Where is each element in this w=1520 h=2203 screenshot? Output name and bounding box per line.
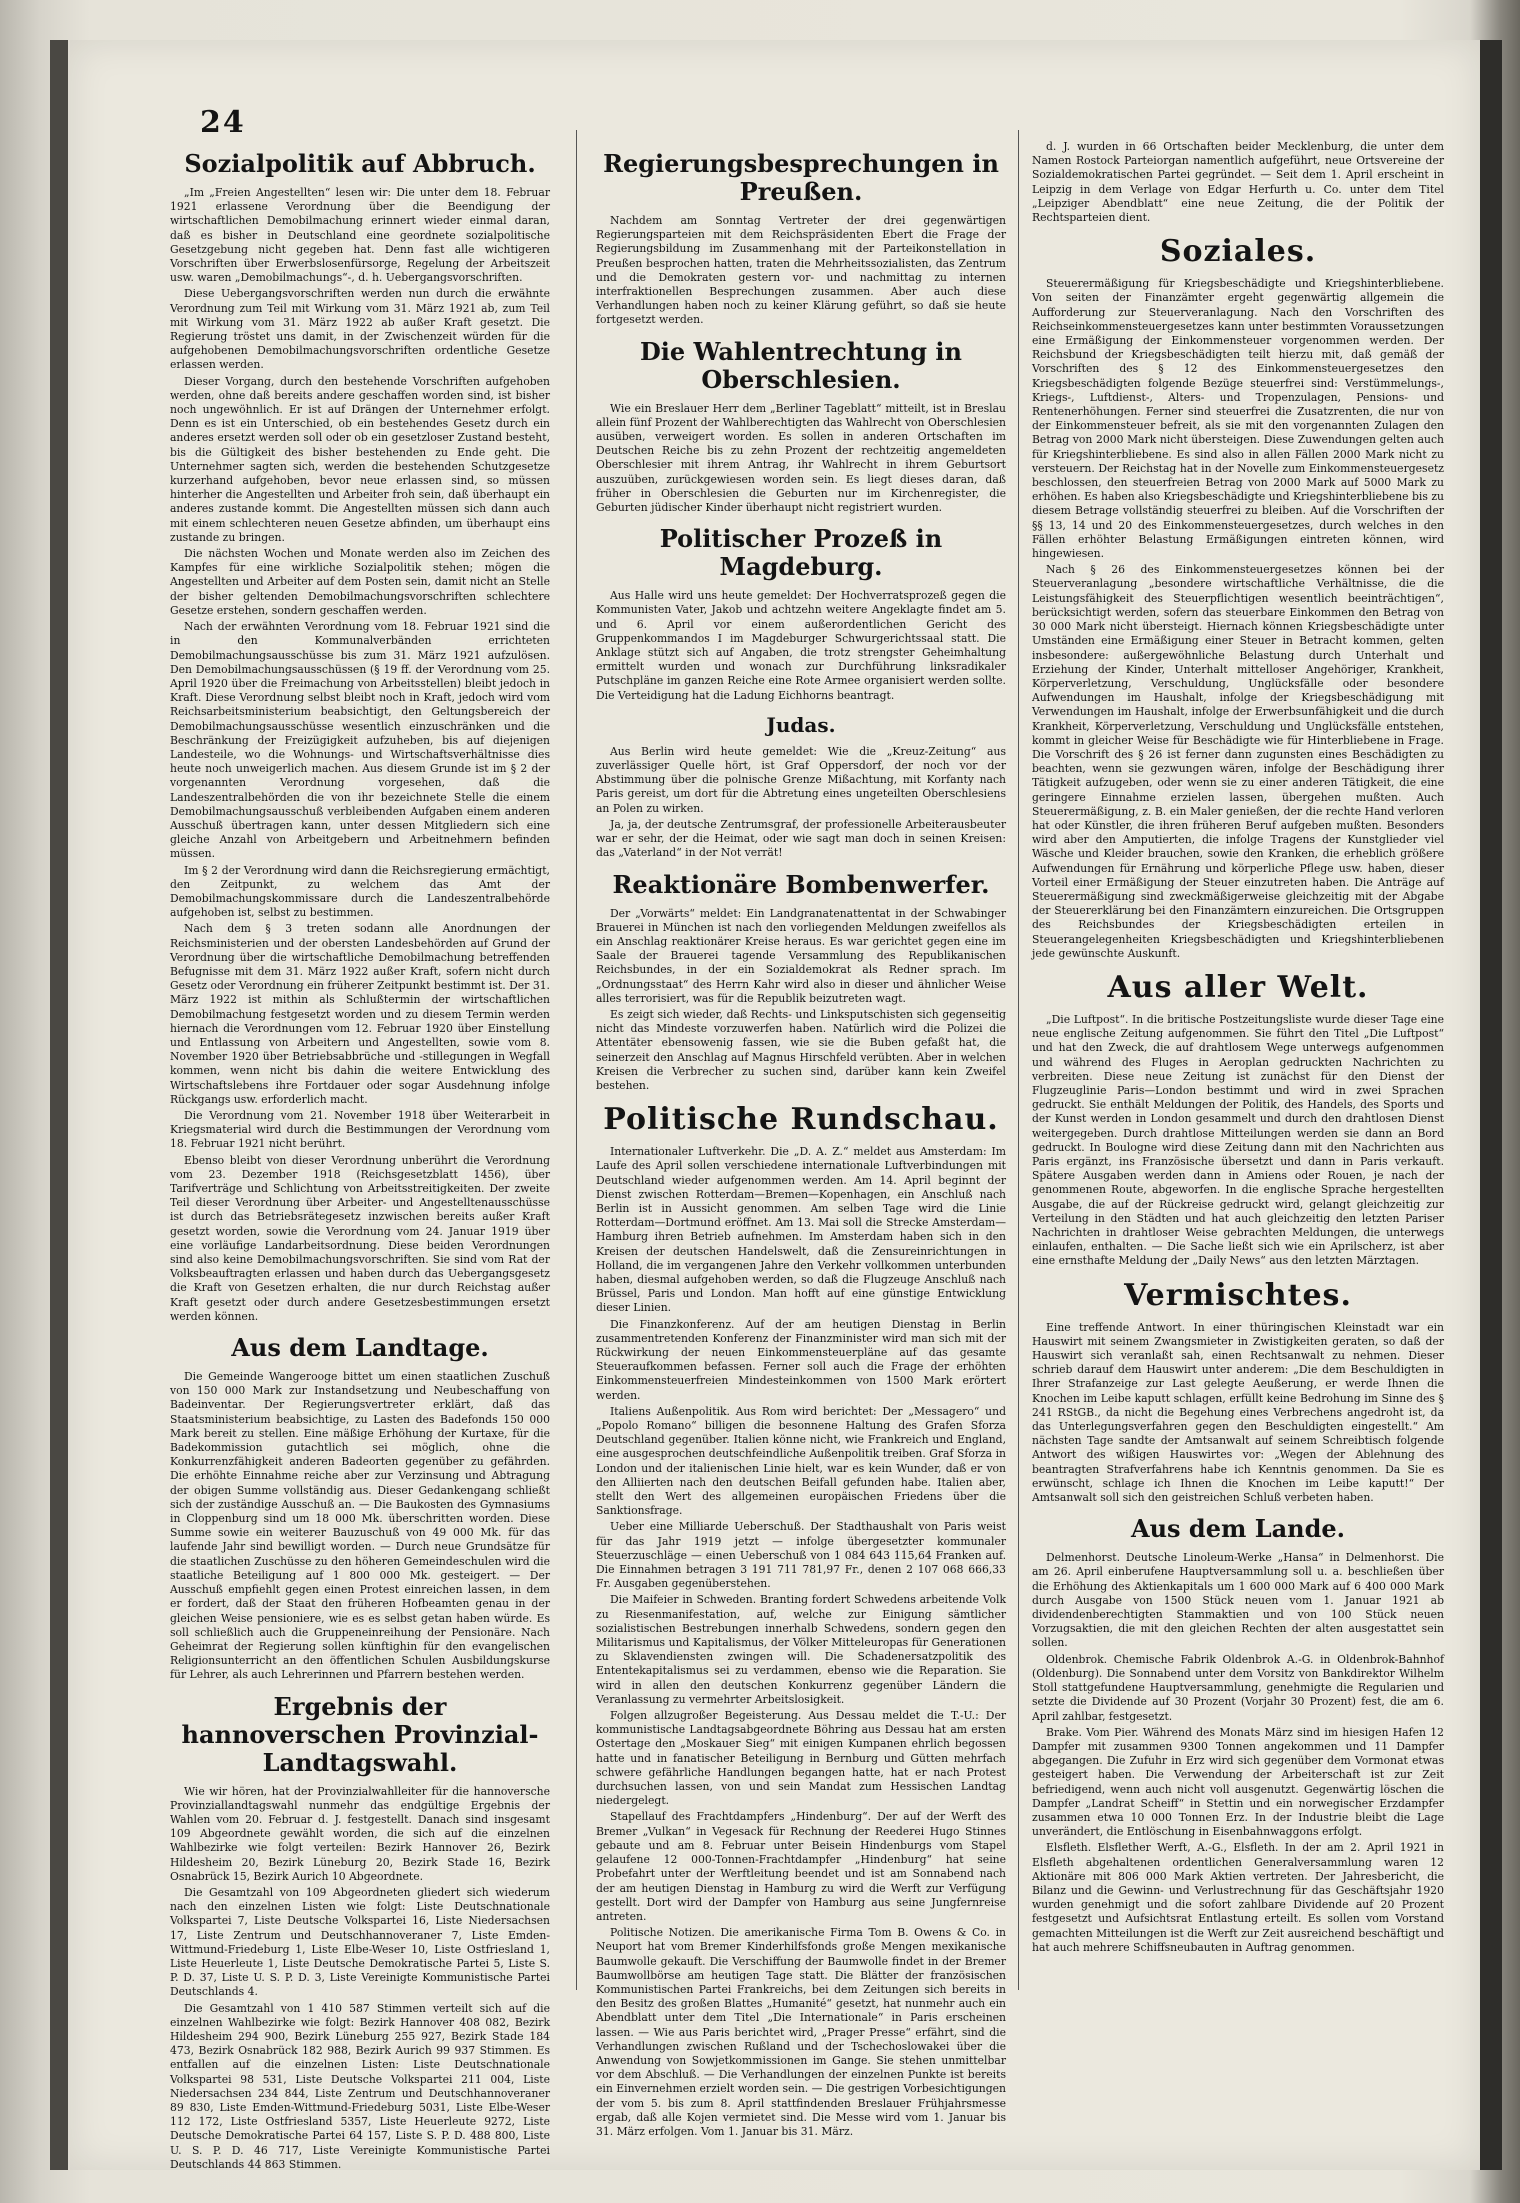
paragraph: Die Gesamtzahl von 109 Abgeordneten gliedert sich wiederum nach den einzelnen Listen wie folgt: Liste Deutschnationale Volkspartei 7, Liste Deutsche Volkspartei 16, Liste Niedersachsen 17, Liste Zentrum und Deutschhannoveraner 7, Liste Emden-Wittmund-Friedeburg 1, Liste Elbe-Weser 10, Liste Ostfriesland 1, Liste Heuerleute 1, Liste Deutsche Demokratische Partei 5, Liste S. P. D. 37, Liste U. S. P. D. 3, Liste Vereinigte Kommunistische Partei Deutschlands 4. — [170, 1885, 550, 1999]
paragraph: Brake. Vom Pier. Während des Monats März sind im hiesigen Hafen 12 Dampfer mit zusammen 9300 Tonnen angekommen und 11 Dampfer abgegangen. Die Zufuhr in Erz wird sich gegenüber dem Vormonat etwas gesteigert haben. Die Verwendung der Arbeiterschaft ist zur Zeit befriedigend, wenn auch nicht voll ausgenutzt. Gegenwärtig löschen die Dampfer „Landrat Scheiff“ in Stettin und ein norwegischer Erzdampfer zusammen etwa 10 000 Tonnen Erz. In der Industrie bleibt die Lage unverändert, die Entlöschung in Eisenbahnwaggons erfolgt. — [1032, 1725, 1444, 1839]
column-rule-left — [576, 130, 577, 1990]
headline-landtage: Aus dem Landtage. — [231, 1333, 489, 1363]
paragraph: Nach der erwähnten Verordnung vom 18. Februar 1921 sind die in den Kommunalverbänden errichteten Demobilmachungsausschüsse bis zum 31. März 1921 aufzulösen. Den Demobilmachungsausschüssen (§ 19 ff. der Verordnung vom 25. April 1920 über die Freimachung von Arbeitsstellen) bleibt jedoch in Kraft. Diese Verordnung selbst bleibt noch in Kraft, jedoch wird vom Reichsarbeitsministerium beabsichtigt, den Geltungsbereich der Demobilmachungsausschüsse wesentlich einzuschränken und die Beschränkung der Freizügigkeit aufzuheben, bis auf diejenigen Landesteile, wo die Wohnungs- und Wirtschaftsverhältnisse dies heute noch unweigerlich machen. Aus diesem Grunde ist im § 2 der vorgenannten Verordnung vorgesehen, daß die Landeszentralbehörden die von ihr bezeichnete Stelle die einem Demobilmachungsausschuß verbleibenden Aufgaben einem anderen Ausschuß übertragen kann, unter dessen Mitgliedern sich eine gleiche Anzahl von Arbeitgebern und Arbeitnehmern befinden müssen. — [170, 620, 550, 861]
paragraph: Ueber eine Milliarde Ueberschuß. Der Stadthaushalt von Paris weist für das Jahr 1919 jetzt — infolge übergesetzter kommunaler Steuerzuschläge — einen Ueberschuß von 1 084 643 115,64 Franken auf. Die Einnahmen betragen 3 191 711 781,97 Fr., denen 2 107 068 666,33 Fr. Ausgaben gegenüberstehen. — [596, 1520, 1006, 1591]
column-middle — [596, 140, 1006, 2141]
paragraph: d. J. wurden in 66 Ortschaften beider Mecklenburg, die unter dem Namen Rostock Parteiorgan namentlich aufgeführt, neue Ortsvereine der Sozialdemokratischen Partei gegründet. — Seit dem 1. April erscheint in Leipzig in dem Verlage von Edgar Herfurth u. Co. unter dem Titel „Leipziger Abendblatt“ eine neue Zeitung, die der Politik der Rechtsparteien dient. — [1032, 140, 1444, 225]
paragraph: Aus Halle wird uns heute gemeldet: Der Hochverratsprozeß gegen die Kommunisten Vater, Jakob und achtzehn weitere Angeklagte findet am 5. und 6. April vor einem außerordentlichen Gericht des Gruppenkommandos I im Magdeburger Schwurgerichtssaal statt. Die Anklage stützt sich auf Angaben, die trotz strengster Geheimhaltung ermittelt wurden und wonach zur Durchführung linksradikaler Putschpläne im ganzen Reiche eine Rote Armee organisiert werden sollte. Die Verteidigung hat die Ladung Eichhorns beantragt. — [596, 589, 1006, 702]
headline-sozialpolitik: Sozialpolitik auf Abbruch. — [184, 149, 536, 178]
paragraph: Stapellauf des Frachtdampfers „Hindenburg“. Der auf der Werft des Bremer „Vulkan“ in Vegesack für Rechnung der Reederei Hugo Stinnes gebaute und am 8. Februar unter Beisein Hindenburgs vom Stapel gelaufene 12 000-Tonnen-Frachtdampfer „Hindenburg“ hat seine Probefahrt unter der Werftleitung beendet und ist am Sonnabend nach der am heutigen Dienstag in Hamburg zu wird die Werft zur Verfügung gestellt. Dort wird der Dampfer von Hamburg aus seine Jungfernreise antreten. — [596, 1810, 1006, 1923]
binding-edge-left — [50, 40, 68, 2170]
paragraph: Internationaler Luftverkehr. Die „D. A. Z.“ meldet aus Amsterdam: Im Laufe des April sollen verschiedene internationale Luftverbindungen mit Deutschland wieder aufgenommen werden. Am 14. April beginnt der Dienst zwischen Rotterdam—Bremen—Kopenhagen, ein Anschluß nach Berlin ist in Aussicht genommen. Am selben Tage wird die Linie Rotterdam—Dortmund eröffnet. Am 13. Mai soll die Strecke Amsterdam—Hamburg ihren Betrieb aufnehmen. Im Amsterdam haben sich in den Kreisen der deutschen Handelswelt, daß die Zensureinrichtungen in Holland, die im vergangenen Jahre den Verkehr vollkommen unterbunden haben, diesmal aufgehoben werden, so daß die Flugzeuge Anschluß nach Brüssel, Paris und London. Man hofft auf eine günstige Entwicklung dieser Linien. — [596, 1145, 1006, 1315]
paragraph: Ja, ja, der deutsche Zentrumsgraf, der professionelle Arbeiterausbeuter war er sehr, der die Heimat, oder wie sagt man doch in seinen Kreisen: das „Vaterland“ in der Not verrät! — [596, 817, 1006, 860]
page-number: 24 — [200, 105, 246, 140]
headline-bombenwerfer: Reaktionäre Bombenwerfer. — [612, 869, 990, 899]
column-rule-right — [1018, 130, 1019, 1990]
paragraph: Politische Notizen. Die amerikanische Firma Tom B. Owens & Co. in Neuport hat vom Bremer Kinderhilfsfonds große Mengen mexikanische Baumwolle gekauft. Die Verschiffung der Baumwolle findet in der Bremer Baumwollbörse am heutigen Tage statt. Die Blätter der französischen Kommunistischen Partei Frankreichs, bei dem Zeitungen sich bereits in den Besitz des großen Blattes „Humanité“ gesetzt, hat nunmehr auch ein Abendblatt unter dem Titel „Die Internationale“ in Paris erscheinen lassen. — Wie aus Paris berichtet wird, „Prager Presse“ erfährt, sind die Verhandlungen zwischen Rußland und der Tschechoslowakei über die Anwendung von Sowjetkommissionen im Gange. Sie stehen unmittelbar vor dem Abschluß. — Die Verhandlungen der einzelnen Punkte ist bereits ein Einvernehmen erzielt worden sein. — Die gestrigen Vorbesichtigungen der vom 5. bis zum 8. April stattfindenden Breslauer Frühjahrsmesse ergab, daß alle Kojen vermietet sind. Die Messe wird vom 1. Januar bis 31. März erfolgen. Vom 1. Januar bis 31. März. — [596, 1926, 1006, 2138]
column-left — [170, 140, 550, 2174]
paragraph: Nach § 26 des Einkommensteuergesetzes können bei der Steuerveranlagung „besondere wirtschaftliche Verhältnisse, die die Leistungsfähigkeit des Steuerpflichtigen wesentlich beeinträchtigen“, berücksichtigt werden, sofern das steuerbare Einkommen den Betrag von 30 000 Mark nicht übersteigt. Hiernach können Kriegsbeschädigte unter Umständen eine Ermäßigung einer Steuer in Betracht kommen, gelten insbesondere: außergewöhnliche Belastung durch Unterhalt und Erziehung der Kinder, Unterhalt mittelloser Angehöriger, Krankheit, Körperverletzung, Verschuldung, Unglücksfälle oder besondere Aufwendungen im Haushalt, infolge der Kriegsbeschädigung mit Verwendungen im Haushalt, infolge der Erwerbsunfähigkeit und die durch Krankheit, Körperverletzung, Verschuldung und Unglücksfälle entstehen, kommt in gleicher Weise für Beschädigte wie für Hinterbliebene in Frage. Die Vorschrift des § 26 ist ferner dann zugunsten eines Beschädigten zu beachten, wenn sie gezwungen wären, infolge der Beschädigung ihrer Tätigkeit aufzugeben, oder wenn sie zu einer anderen Tätigkeit, die eine geringere Einnahme erzielen lassen, übergehen mußten. Auch Steuerermäßigung, z. B. ein Maler genießen, der die rechte Hand verloren hat oder Künstler, die ihren früheren Beruf aufgeben mußten. Besonders wird aber den Amputierten, die infolge Tragens der Kunstglieder viel Wäsche und Kleider brauchen, sowie den Kranken, die erheblich größere Aufwendungen für Ernährung und körperliche Pflege usw. haben, dieser Vorteil einer Ermäßigung der Steuer einzutreten haben. Die Anträge auf Steuerermäßigung sind zweckmäßigerweise gleichzeitig mit der Abgabe der Steuererklärung bei den Finanzämtern einzureichen. Die Ortsgruppen des Reichsbundes der Kriegsbeschädigten erteilen in Steuerangelegenheiten Kriegsbeschädigten und Kriegshinterbliebenen jede gewünschte Auskunft. — [1032, 563, 1444, 960]
paragraph: Es zeigt sich wieder, daß Rechts- und Linksputschisten sich gegenseitig nicht das Mindeste vorzuwerfen haben. Natürlich wird die Polizei die Attentäter ebensowenig fassen, wie sie die Buben gefaßt hat, die seinerzeit den Anschlag auf Magnus Hirschfeld verübten. Aber in welchen Kreisen die Verbrecher zu suchen sind, darüber kann kein Zweifel bestehen. — [596, 1007, 1006, 1092]
paragraph: Italiens Außenpolitik. Aus Rom wird berichtet: Der „Messagero“ und „Popolo Romano“ billigen die besonnene Haltung des Grafen Sforza Deutschland gegenüber. Italien könne nicht, wie Frankreich und England, eine ausgesprochen deutschfeindliche Außenpolitik treiben. Graf Sforza in London und der italienischen Linie hielt, war es kein Wunder, daß er von den Alliierten nach den deutschen Beifall gefunden habe. Italien aber, stellt den Wert des allgemeinen europäischen Friedens über die Sanktionsfrage. — [596, 1404, 1006, 1518]
paragraph: Elsfleth. Elsflether Werft, A.-G., Elsfleth. In der am 2. April 1921 in Elsfleth abgehaltenen ordentlichen Generalversammlung waren 12 Aktionäre mit 806 000 Mark Aktien vertreten. Der Jahresbericht, die Bilanz und die Gewinn- und Verlustrechnung für das Geschäftsjahr 1920 wurden genehmigt und die sofort zahlbare Dividende auf 20 Prozent festgesetzt und Aufsichtsrat Entlastung erteilt. Es sollen vom Vorstand gemachten Mitteilungen ist die Werft zur Zeit ausreichend beschäftigt und hat auch mehrere Schiffsneubauten in Auftrag genommen. — [1032, 1841, 1444, 1954]
paragraph: Die Gesamtzahl von 1 410 587 Stimmen verteilt sich auf die einzelnen Wahlbezirke wie folgt: Bezirk Hannover 408 082, Bezirk Hildesheim 294 900, Bezirk Lüneburg 255 927, Bezirk Stade 184 473, Bezirk Osnabrück 182 988, Bezirk Aurich 99 937 Stimmen. Es entfallen auf die einzelnen Listen: Liste Deutschnationale Volkspartei 98 531, Liste Deutsche Volkspartei 211 004, Liste Niedersachsen 234 844, Liste Zentrum und Deutschhannoveraner 89 830, Liste Emden-Wittmund-Friedeburg 5031, Liste Elbe-Weser 112 172, Liste Ostfriesland 5357, Liste Heuerleute 9272, Liste Deutsche Demokratische Partei 64 157, Liste S. P. D. 488 800, Liste U. S. P. D. 46 717, Liste Vereinigte Kommunistische Partei Deutschlands 44 863 Stimmen. — [170, 2001, 550, 2171]
paragraph: Diese Uebergangsvorschriften werden nun durch die erwähnte Verordnung zum Teil mit Wirkung vom 31. März 1921 ab, zum Teil mit Wirkung vom 31. März 1922 ab außer Kraft gesetzt. Die Regierung tröstet uns damit, in der Zwischenzeit würden für die aufgehobenen Demobilmachungsvorschriften ordentliche Gesetze erlassen werden. — [170, 287, 550, 372]
headline-soziales: Soziales. — [1159, 234, 1317, 270]
headline-wahlentrechtung: Die Wahlentrechtung in Oberschlesien. — [639, 336, 962, 394]
headline-rundschau: Politische Rundschau. — [603, 1102, 999, 1138]
paragraph: Oldenbrok. Chemische Fabrik Oldenbrok A.-G. in Oldenbrok-Bahnhof (Oldenburg). Die Sonnabend unter dem Vorsitz von Bankdirektor Wilhelm Stoll stattgefundene Hauptversammlung, genehmigte die Regularien und setzte die Dividende auf 30 Prozent (Vorjahr 30 Prozent) fest, die am 6. April zahlbar, festgesetzt. — [1032, 1652, 1444, 1723]
paragraph: Ebenso bleibt von dieser Verordnung unberührt die Verordnung vom 23. Dezember 1918 (Reichsgesetzblatt 1456), über Tarifverträge und Schlichtung von Arbeitsstreitigkeiten. Der zweite Teil dieser Verordnung über Arbeiter- und Angestelltenausschüsse ist durch das Betriebsrätegesetz inzwischen bereits außer Kraft gesetzt worden, sowie die Verordnung vom 24. Januar 1919 über eine vorläufige Landarbeitsordnung. Diese beiden Verordnungen sind also keine Demobilmachungsvorschriften. Sie sind vom Rat der Volksbeauftragten erlassen und haben durch das Uebergangsgesetz die Kraft von Gesetzen erhalten, die nur durch Reichstag außer Kraft gesetzt oder durch andere Gesetzesbestimmungen ersetzt werden können. — [170, 1153, 550, 1323]
paragraph: Der „Vorwärts“ meldet: Ein Landgranatenattentat in der Schwabinger Brauerei in München ist nach den vorliegenden Meldungen zweifellos als ein Anschlag reaktionärer Kreise heraus. Es war gerichtet gegen eine im Saale der Brauerei tagende Versammlung des Republikanischen Reichsbundes, in der ein Sozialdemokrat als Redner sprach. Im „Ordnungsstaat“ des Herrn Kahr wird also in dieser und ähnlicher Weise alles terrorisiert, was für die Republik beizutreten wagt. — [596, 906, 1006, 1005]
paragraph: Delmenhorst. Deutsche Linoleum-Werke „Hansa“ in Delmenhorst. Die am 26. April einberufene Hauptversammlung soll u. a. beschließen über die Erhöhung des Aktienkapitals um 1 600 000 Mark auf 6 400 000 Mark durch Ausgabe von 1500 Stück neuen vom 1. Januar 1921 ab dividendenberechtigten Stammaktien und von 100 Stück neuen Vorzugsaktien, die mit den gleichen Rechten der alten ausgestattet sein sollen. — [1032, 1551, 1444, 1650]
paragraph: Steuerermäßigung für Kriegsbeschädigte und Kriegshinterbliebene. Von seiten der Finanzämter ergeht gegenwärtig allgemein die Aufforderung zur Steuerveranlagung. Nach den Vorschriften des Reichseinkommensteuergesetzes kann unter bestimmten Voraussetzungen eine Ermäßigung der Einkommensteuer vorgenommen werden. Der Reichsbund der Kriegsbeschädigten teilt hierzu mit, daß gemäß der Vorschriften des § 12 des Einkommensteuergesetzes den Kriegsbeschädigten folgende Bezüge steuerfrei sind: Verstümmelungs-, Kriegs-, Luftdienst-, Alters- und Tropenzulagen, Pensions- und Rentenerhöhungen. Ferner sind steuerfrei die Zusatzrenten, die nur von der Einkommensteuer befreit, als sie mit den vorgenannten Zulagen den Betrag von 2000 Mark nicht übersteigen. Diese Zuwendungen gelten auch für Kriegshinterbliebene. Es sind also in allen Fällen 2000 Mark nicht zu versteuern. Der Reichstag hat in der Novelle zum Einkommensteuergesetz beschlossen, den steuerfreien Betrag von 2000 Mark auf 5000 Mark zu erhöhen. Es haben also Kriegsbeschädigte und Kriegshinterbliebene bis zu diesem Betrage vollständig steuerfrei zu bleiben. Auf die Vorschriften der §§ 13, 14 und 20 des Einkommensteuergesetzes, durch welches in den Fällen erhöhter Belastung Ermäßigungen eintreten können, wird hingewiesen. — [1032, 277, 1444, 561]
paragraph: Dieser Vorgang, durch den bestehende Vorschriften aufgehoben werden, ohne daß bereits andere geschaffen worden sind, ist bisher noch ungewöhnlich. Er ist auf Drängen der Unternehmer erfolgt. Denn es ist ein Unterschied, ob ein bestehendes Gesetz durch ein anderes ersetzt werden soll oder ob ein gesetzloser Zustand besteht, bis die Gültigkeit des bisher bestehenden zu Ende geht. Die Unternehmer sagten sich, werden die bestehenden Schutzgesetze kurzerhand aufgehoben, bevor neue erlassen sind, so müssen hinterher die Angestellten und Arbeiter froh sein, daß überhaupt ein anderes zustande kommt. Die Angestellten müssen sich dann auch mit einem schlechteren neuen Gesetze abfinden, um überhaupt eins zustande zu bringen. — [170, 374, 550, 544]
headline-regierungsbesprechungen: Regierungsbesprechungen in Preußen. — [603, 149, 999, 206]
headline-judas: Judas. — [766, 712, 836, 737]
headline-provinziallandtagswahl: Ergebnis der hannoverschen Provinzial-Landtagswahl. — [181, 1691, 539, 1777]
paragraph: „Im „Freien Angestellten“ lesen wir: Die unter dem 18. Februar 1921 erlassene Verordnung über die Beendigung der wirtschaftlichen Demobilmachung erinnert wieder einmal daran, daß es bisher in Deutschland eine geordnete sozialpolitische Gesetzgebung nicht gegeben hat. Denn fast alle wichtigeren Vorschriften über Erwerbslosenfürsorge, Regelung der Arbeitszeit usw. waren „Demobilmachungs“-, d. h. Uebergangsvorschriften. — [170, 186, 550, 285]
column-right — [1032, 140, 1444, 1957]
paragraph: „Die Luftpost“. In die britische Postzeitungsliste wurde dieser Tage eine neue englische Zeitung aufgenommen. Sie führt den Titel „Die Luftpost“ und hat den Zweck, die auf drahtlosem Wege unterwegs aufgenommen und während des Fluges in Aeroplan gedruckten Nachrichten zu verbreiten. Diese neue Zeitung ist zunächst für den Dienst der Flugzeuglinie Paris—London bestimmt und wird in zwei Sprachen gedruckt. Sie enthält Meldungen der Politik, des Handels, des Sports und der Kunst werden in London gesammelt und durch den drahtlosen Dienst weitergegeben. Durch drahtlose Mitteilungen werden sie dann an Bord gedruckt. In Boulogne wird diese Zeitung dann mit den Nachrichten aus Paris ergänzt, ins Französische übersetzt und dann in Paris verkauft. Spätere Ausgaben werden dann in Amiens oder Rouen, je nach der genommenen Route, abgeworfen. In die englische Sprache hergestellten Ausgabe, die auf der Rückreise gedruckt wird, gelangt gleichzeitig zur Verteilung in den Städten und hat auch gleichzeitig den letzten Pariser Nachrichten in drahtloser Weise gebrachten Meldungen, die unterwegs einlaufen, enthalten. — Die Sache ließt sich wie ein Aprilscherz, ist aber eine ernsthafte Meldung der „Daily News“ aus den letzten Märztagen. — [1032, 1012, 1444, 1268]
paragraph: Aus Berlin wird heute gemeldet: Wie die „Kreuz-Zeitung“ aus zuverlässiger Quelle hört, ist Graf Oppersdorf, der noch vor der Abstimmung über die polnische Grenze Mißachtung, mit Korfanty nach Paris gereist, um dort für die Abtretung eines ungeteilten Oberschlesiens an Polen zu wirken. — [596, 744, 1006, 815]
headline-aus-aller-welt: Aus aller Welt. — [1107, 969, 1369, 1005]
binding-edge-right — [1480, 40, 1502, 2170]
paragraph: Wie wir hören, hat der Provinzialwahlleiter für die hannoversche Provinziallandtagswahl nunmehr das endgültige Ergebnis der Wahlen vom 20. Februar d. J. festgestellt. Danach sind insgesamt 109 Abgeordnete gewählt worden, die sich auf die einzelnen Wahlbezirke wie folgt verteilen: Bezirk Hannover 26, Bezirk Hildesheim 20, Bezirk Lüneburg 20, Bezirk Stade 16, Bezirk Osnabrück 15, Bezirk Aurich 10 Abgeordnete. — [170, 1784, 550, 1883]
paragraph: Nachdem am Sonntag Vertreter der drei gegenwärtigen Regierungsparteien mit dem Reichspräsidenten Ebert die Frage der Regierungsbildung im Zusammenhang mit der Parteikonstellation in Preußen besprochen hatten, traten die Mehrheitssozialisten, das Zentrum und die Demokraten gestern vor- und nachmittag zu internen interfraktionellen Besprechungen zusammen. Aber auch diese Verhandlungen haben noch zu keiner Klärung geführt, so daß sie heute fortgesetzt werden. — [596, 214, 1006, 327]
paragraph: Wie ein Breslauer Herr dem „Berliner Tageblatt“ mitteilt, ist in Breslau allein fünf Prozent der Wahlberechtigten das Wahlrecht von Oberschlesien ausüben, verweigert worden. Es sollen in anderen Ortschaften im Deutschen Reiche bis zu zehn Prozent der rechtzeitig angemeldeten Oberschlesier mit ihrem Antrag, ihr Wahlrecht in ihrem Geburtsort auszuüben, zurückgewiesen worden sein. Es liegt dieses daran, daß früher in Oberschlesien die Geburten nur im Kirchenregister, die Geburten jüdischer Kinder überhaupt nicht registriert wurden. — [596, 401, 1006, 515]
paragraph: Die Maifeier in Schweden. Branting fordert Schwedens arbeitende Volk zu Riesenmanifestation, auf, welche zur Einigung sämtlicher sozialistischen Bestrebungen innerhalb Schwedens, sondern gegen den Militarismus und Kapitalismus, der Völker Mitteleuropas für Generationen zu Sklavendiensten zwingen will. Die Schadenersatzpolitik des Ententekapitalismus sei zu verdammen, ebenso wie die Reparation. Sie wird in allen den deutschen Konkurrenz gegenüber Ländern die Veranlassung zu vermehrter Arbeitslosigkeit. — [596, 1593, 1006, 1706]
paragraph: Nach dem § 3 treten sodann alle Anordnungen der Reichsministerien und der obersten Landesbehörden auf Grund der Verordnung über die wirtschaftliche Demobilmachung betreffenden Befugnisse mit dem 31. März 1922 außer Kraft, sofern nicht durch Gesetz oder Verordnung ein früherer Zeitpunkt bestimmt ist. Der 31. März 1922 ist mithin als Schlußtermin der wirtschaftlichen Demobilmachung festgesetzt worden und zu diesem Termin werden hiernach die Verordnungen vom 12. Februar 1920 über Einstellung und Entlassung von Arbeitern und Angestellten, sowie vom 8. November 1920 über Betriebsabbrüche und -stillegungen in Wegfall kommen, wenn nicht bis dahin die weitere Entwicklung des Wirtschaftslebens ihre Fortdauer oder sogar Ausdehnung infolge Rückgangs usw. erforderlich macht. — [170, 922, 550, 1106]
paragraph: Die Finanzkonferenz. Auf der am heutigen Dienstag in Berlin zusammentretenden Konferenz der Finanzminister wird man sich mit der Rückwirkung der neuen Einkommensteuerpläne auf das gesamte Steueraufkommen befassen. Ferner soll auch die Frage der erhöhten Einkommensteuerfreien Mindesteinkommen von 1500 Mark erörtert werden. — [596, 1317, 1006, 1402]
headline-aus-dem-lande: Aus dem Lande. — [1130, 1514, 1346, 1544]
paragraph: Folgen allzugroßer Begeisterung. Aus Dessau meldet die T.-U.: Der kommunistische Landtagsabgeordnete Böhring aus Dessau hat am ersten Ostertage den „Moskauer Sieg“ mit einigen Kumpanen ehrlich begossen hatte und in fanatischer Beteiligung in Bernburg und Gütten mehrfach schwere gefährliche Handlungen begangen hatte, hat er nach Protest durchsuchen lassen, von und sein Mandat zum Hessischen Landtag niedergelegt. — [596, 1709, 1006, 1808]
headline-prozess-magdeburg: Politischer Prozeß in Magdeburg. — [659, 524, 943, 582]
headline-vermischtes: Vermischtes. — [1124, 1277, 1352, 1313]
paragraph: Eine treffende Antwort. In einer thüringischen Kleinstadt war ein Hauswirt mit seinem Zwangsmieter in Zwistigkeiten geraten, so daß der Hauswirt sich veranlaßt sah, einen Rechtsanwalt zu nehmen. Dieser schrieb darauf dem Hauswirt unter anderem: „Die dem Beschuldigten in Ihrer Strafanzeige zur Last gelegte Aeußerung, er werde Ihnen die Knochen im Leibe kaputt schlagen, erfüllt keine Bedrohung im Sinne des § 241 RStGB., da nicht die Begehung eines Verbrechens angedroht ist, da das Unterlegungsverfahren gegen den Beschuldigten eingestellt.“ Am nächsten Tage sandte der Amtsanwalt auf seinem Schreibtisch folgende Antwort des wißigen Hauswirtes vor: „Wegen der Ablehnung des beantragten Strafverfahrens habe ich Kenntnis genommen. Da Sie es erwünscht, schlage ich Ihnen die Knochen im Leibe kaputt!“ Der Amtsanwalt soll sich den geistreichen Schluß verbeten haben. — [1032, 1320, 1444, 1505]
paragraph: Die Verordnung vom 21. November 1918 über Weiterarbeit in Kriegsmaterial wird durch die Bestimmungen der Verordnung vom 18. Februar 1921 nicht berührt. — [170, 1109, 550, 1151]
paragraph: Die nächsten Wochen und Monate werden also im Zeichen des Kampfes für eine wirkliche Sozialpolitik stehen; mögen die Angestellten und Arbeiter auf dem Posten sein, damit nicht an Stelle der bisher geltenden Demobilmachungsvorschriften schlechtere Gesetze erstehen, sondern geschaffen werden. — [170, 547, 550, 617]
paragraph: Die Gemeinde Wangerooge bittet um einen staatlichen Zuschuß von 150 000 Mark zur Instandsetzung und Neubeschaffung von Badeinventar. Der Regierungsvertreter erklärt, daß das Staatsministerium beabsichtige, zu Lasten des Badefonds 150 000 Mark bereit zu stellen. Eine mäßige Erhöhung der Kurtaxe, für die Badekommission gutachtlich sei möglich, ohne die Konkurrenzfähigkeit anderen Badeorten gegenüber zu gefährden. Die erhöhte Einnahme reiche aber zur Verzinsung und Abtragung der obigen Summe vollständig aus. Dieser Gedankengang schließt sich der zuständige Ausschuß an. — Die Baukosten des Gymnasiums in Cloppenburg sind um 18 000 Mk. überschritten worden. Diese Summe sowie ein weiterer Bauzuschuß von 49 000 Mk. für das laufende Jahr sind bewilligt worden. — Durch neue Grundsätze für die staatlichen Zuschüsse zu den höheren Gemeindeschulen wird die staatliche Beteiligung auf 1 800 000 Mk. gesteigert. — Der Ausschuß empfiehlt gegen einen Protest einreichen lassen, in dem er fordert, daß der Staat den früheren Hofbeamten genau in der gleichen Weise pensioniere, wie es es selbst getan haben würde. Es soll schließlich auch die Gruppeneinreihung der Pensionäre. Nach Geheimrat der Regierung sollen künftighin für den evangelischen Religionsunterricht an den öffentlichen Schulen Ausbildungskurse für Lehrer, als auch Lehrerinnen und Pfarrern bestehen werden. — [170, 1370, 550, 1682]
paragraph: Im § 2 der Verordnung wird dann die Reichsregierung ermächtigt, den Zeitpunkt, zu welchem das Amt der Demobilmachungskommissare durch die Landeszentralbehörde aufgehoben ist, selbst zu bestimmen. — [170, 863, 550, 920]
